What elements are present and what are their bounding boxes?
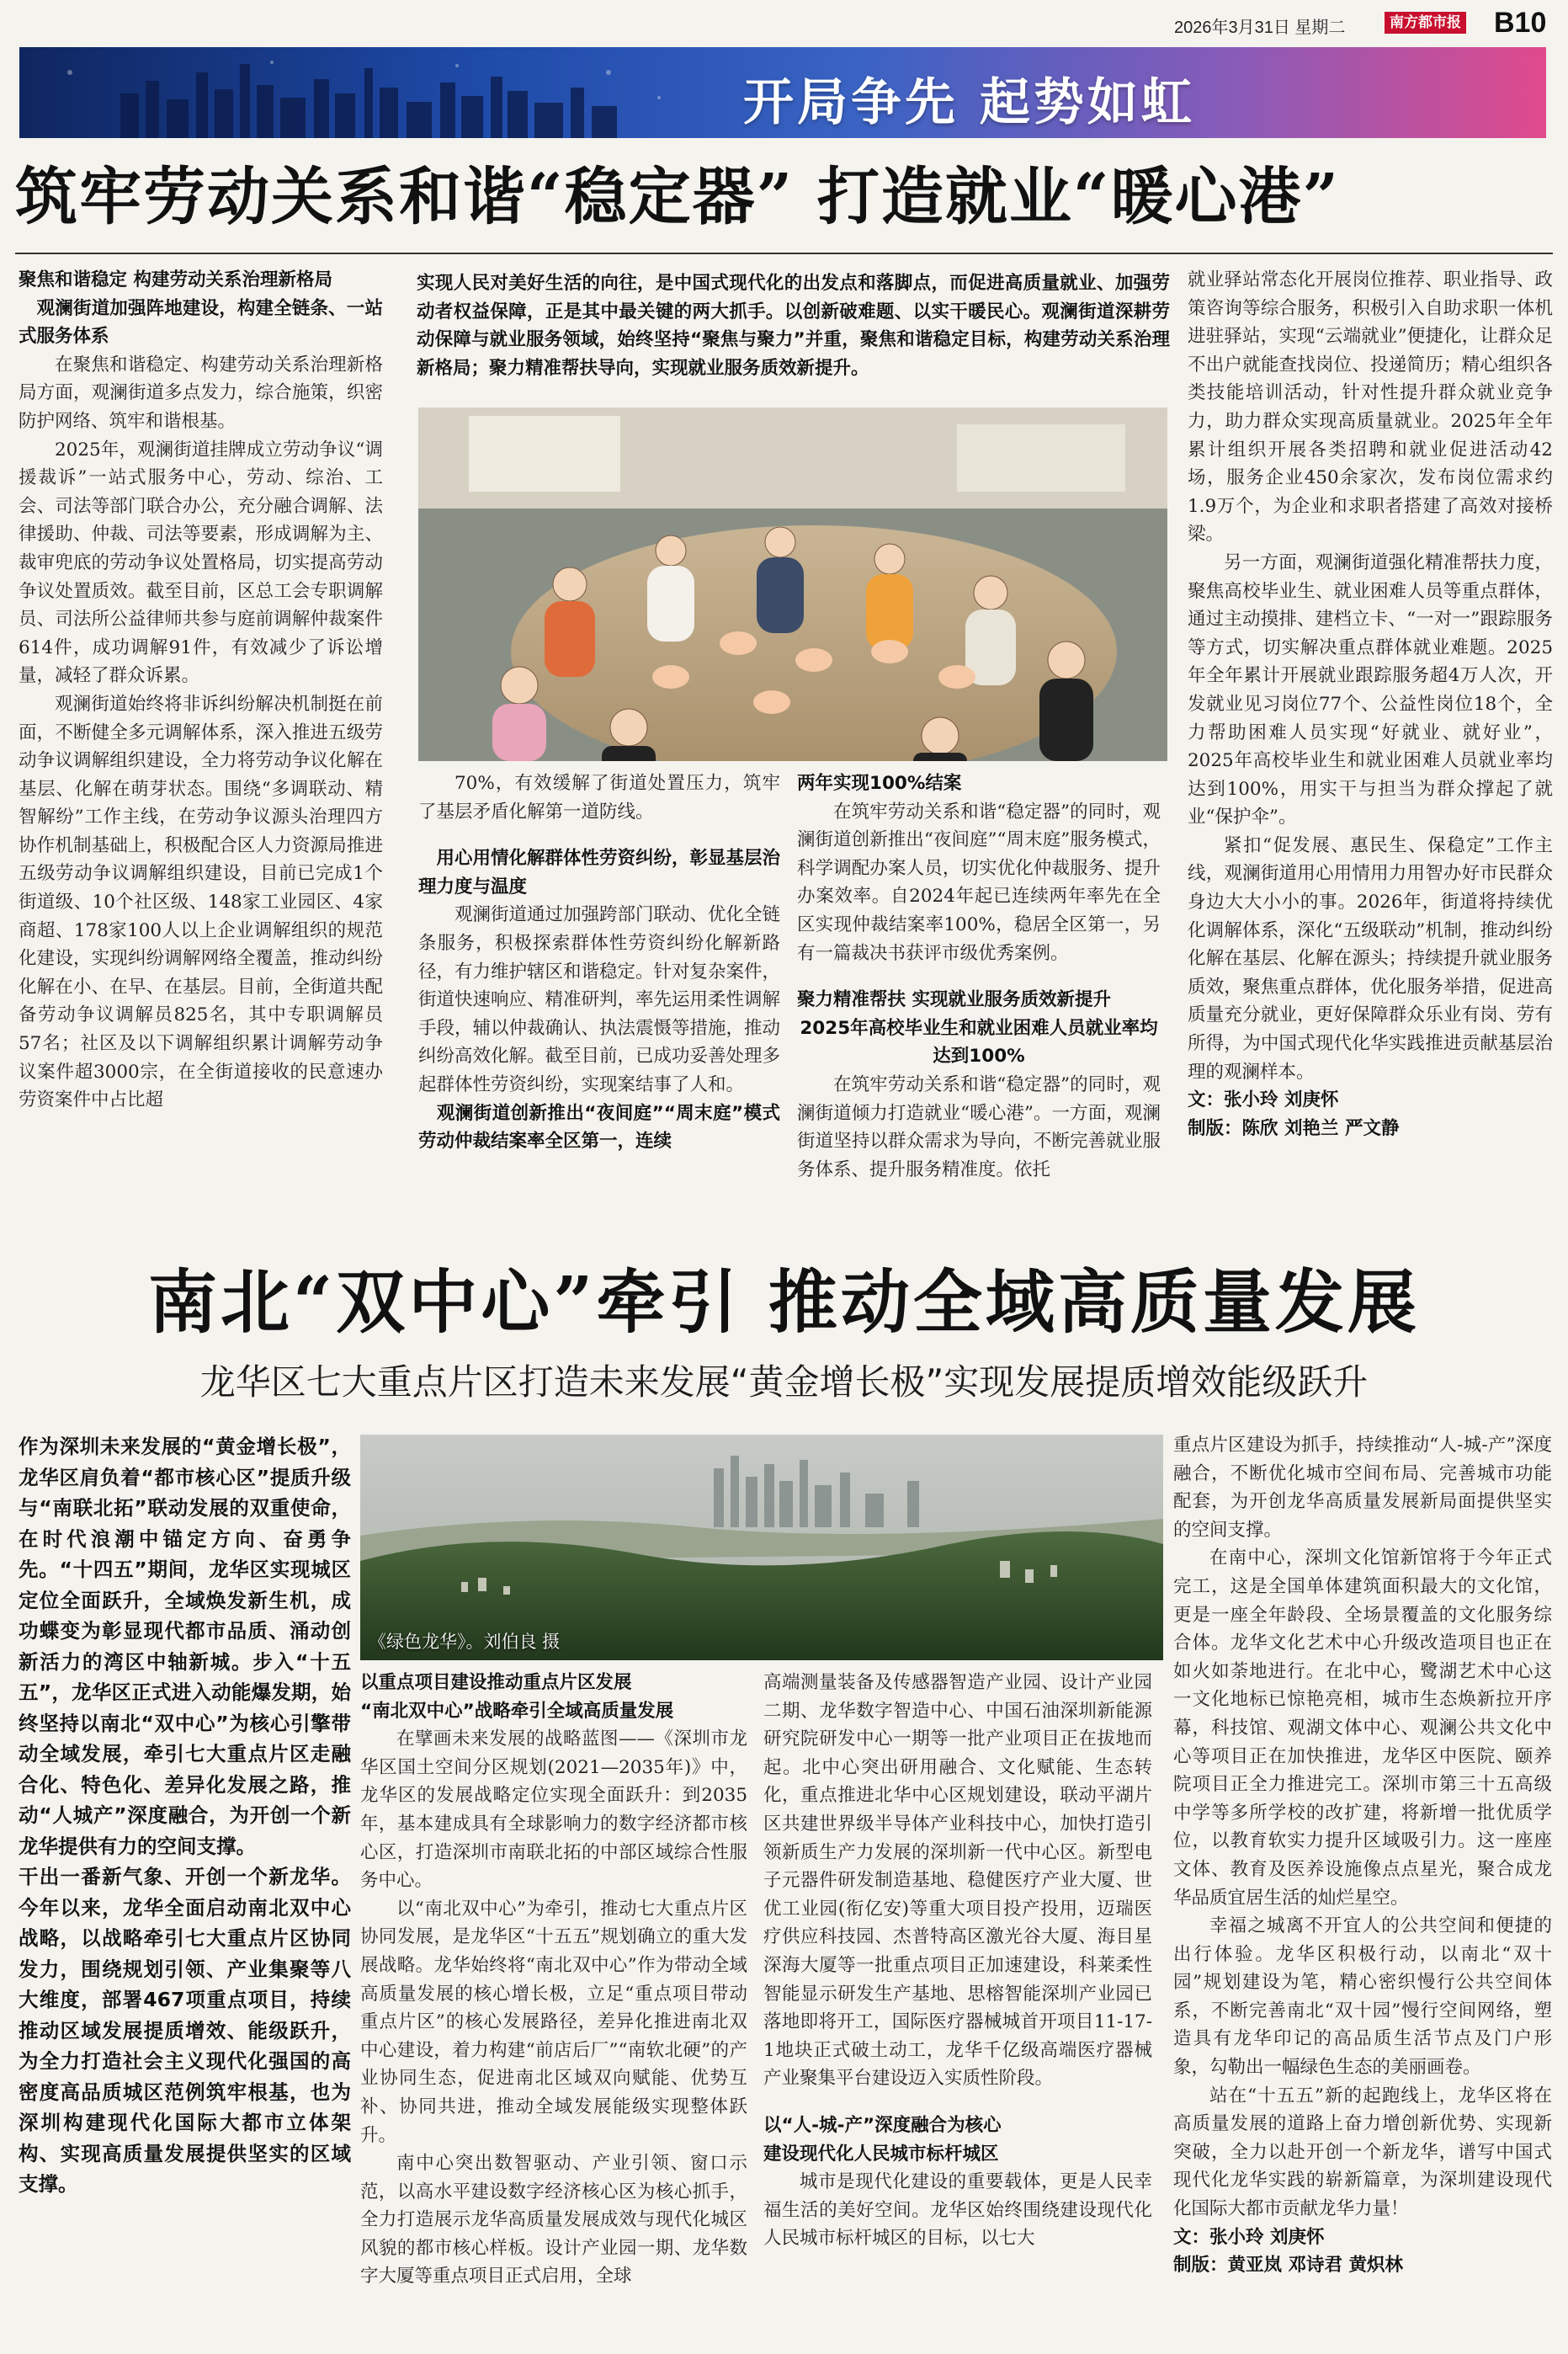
page-number: B10	[1494, 7, 1547, 39]
section-subheading: 以“人-城-产”深度融合为核心	[763, 2114, 1002, 2136]
section-subheading: 聚力精准帮扶 实现就业服务质效新提升	[797, 989, 1111, 1011]
body-paragraph: 在筑牢劳动关系和谐“稳定器”的同时，观澜街道倾力打造就业“暖心港”。一方面，观澜街道坚持以群众需求为导向，不断完善就业服务体系、提升服务精准度。依托	[797, 1073, 1161, 1180]
byline: 文：张小玲 刘庚怀	[1188, 1089, 1339, 1111]
byline: 文：张小玲 刘庚怀	[1173, 2226, 1325, 2248]
section-subheading: 聚焦和谐稳定 构建劳动关系治理新格局	[19, 269, 332, 290]
article1-column-4	[1188, 266, 1553, 1209]
body-paragraph: 在擘画未来发展的战略蓝图——《深圳市龙华区国土空间分区规划(2021—2035年)》中，龙华区的发展战略定位实现全面跃升：到2035年，基本建成具有全球影响力的数字经济都市核心区，打造深圳市南联北拓的中部区域综合性服务中心。	[360, 1728, 747, 1892]
section-subheading: 2025年高校毕业生和就业困难人员就业率均达到100%	[800, 1017, 1158, 1068]
body-paragraph: 观澜街道始终将非诉纠纷解决机制挺在前面，不断健全多元调解体系，深入推进五级劳动争议调解组织建设，全力将劳动争议化解在基层、化解在萌芽状态。围绕“多调联动、精智解纷”工作主线，在劳动争议源头治理四方协作机制基础上，积极配合区人力资源局推进五级劳动争议调解组织建设，目前已完成1个街道级、10个社区级、148家工业园区、4家商超、178家100人以上企业调解组织的规范化建设，实现纠纷调解网络全覆盖，推动纠纷化解在小、在早、在基层。目前，全街道共配备劳动争议调解员825名，其中专职调解员57名；社区及以下调解组织累计调解劳动争议案件超3000宗，在全街道接收的民意速办劳资案件中占比超	[19, 693, 383, 1111]
section-subheading: 观澜街道创新推出“夜间庭”“周末庭”模式劳动仲裁结案率全区第一，连续	[418, 1102, 780, 1153]
article2-column-2	[360, 1669, 747, 2309]
spacer	[418, 826, 780, 844]
body-paragraph: 幸福之城离不开宜人的公共空间和便捷的出行体验。龙华区积极行动，以南北“双十园”规划建设为笔，精心密织慢行公共空间体系，不断完善南北“双十园”慢行空间网络，塑造具有龙华印记的高品质生活节点及门户形象，勾勒出一幅绿色生态的美丽画卷。	[1173, 1915, 1552, 2079]
byline: 制版：黄亚岚 邓诗君 黄炽林	[1173, 2255, 1403, 2277]
section-subheading: 建设现代化人民城市标杆城区	[763, 2143, 999, 2165]
paper-logo: 南方都市报	[1385, 12, 1466, 34]
headline-rule	[15, 253, 1553, 254]
article2-column-4	[1173, 1431, 1552, 2324]
body-paragraph: 70%，有效缓解了街道处置压力，筑牢了基层矛盾化解第一道防线。	[418, 773, 780, 823]
body-paragraph: 紧扣“促发展、惠民生、保稳定”工作主线，观澜街道用心用情用力用智办好市民群众身边大大小小的事。2026年，街道将持续优化调解体系，深化“五级联动”机制，推动纠纷化解在基层、化解在源头；持续提升就业服务质效，聚焦重点群体，优化服务举措，促进高质量充分就业，更好保障群众乐业有岗、劳有所得，为中国式现代化华实践推进贡献基层治理的观澜样本。	[1188, 834, 1553, 1083]
article1-column-2	[418, 770, 780, 1209]
body-paragraph: 在筑牢劳动关系和谐“稳定器”的同时，观澜街道创新推出“夜间庭”“周末庭”服务模式，科学调配办案人员，切实优化仲裁服务、提升办案效率。自2024年起已连续两年率先在全区实现仲裁结案率100%，稳居全区第一，另有一篇裁决书获评市级优秀案例。	[797, 801, 1161, 964]
body-paragraph: 重点片区建设为抓手，持续推动“人-城-产”深度融合，不断优化城市空间布局、完善城市功能配套，为开创龙华高质量发展新局面提供坚实的空间支撑。	[1173, 1435, 1552, 1541]
lead-paragraph: 干出一番新气象、开创一个新龙华。今年以来，龙华全面启动南北双中心战略，以战略牵引七大重点片区协同发力，围绕规划引领、产业集聚等八大维度，部署467项重点项目，持续推动区域发展提质增效、能级跃升，为全力打造社会主义现代化强国的高密度高品质城区范例筑牢根基，也为深圳构建现代化国际大都市立体架构、实现高质量发展提供坚实的区域支撑。	[19, 1865, 351, 2196]
body-paragraph: 就业驿站常态化开展岗位推荐、职业指导、政策咨询等综合服务，积极引入自助求职一体机进驻驿站，实现“云端就业”便捷化，让群众足不出户就能查找岗位、投递简历；精心组织各类技能培训活动，针对性提升群众就业竞争力，助力群众实现高质量就业。2025年全年累计组织开展各类招聘和就业促进活动42场，服务企业450余家次，发布岗位需求约1.9万个，为企业和求职者搭建了高效对接桥梁。	[1188, 269, 1553, 546]
issue-date: 2026年3月31日 星期二	[1174, 19, 1346, 37]
body-paragraph: 站在“十五五”新的起跑线上，龙华区将在高质量发展的道路上奋力增创新优势、实现新突破，全力以赴开创一个新龙华，谱写中国式现代化龙华实践的崭新篇章，为深圳建设现代化国际大都市贡献龙华力量！	[1173, 2085, 1552, 2220]
article2-lead-column	[19, 1431, 351, 2273]
article1-lede: 实现人民对美好生活的向往，是中国式现代化的出发点和落脚点，而促进高质量就业、加强劳动者权益保障，正是其中最关键的两大抓手。以创新破难题、以实干暖民心。观澜街道深耕劳动保障与就业服务领域，始终坚持“聚焦与聚力”并重，聚焦和谐稳定目标，构建劳动关系治理新格局；聚力精准帮扶导向，实现就业服务质效新提升。	[417, 273, 1170, 379]
spacer	[763, 2093, 1152, 2112]
section-subheading: 以重点项目建设推动重点片区发展	[360, 1672, 632, 1693]
section-subheading: 两年实现100%结案	[797, 773, 962, 794]
body-paragraph: 城市是现代化建设的重要载体，更是人民幸福生活的美好空间。龙华区始终围绕建设现代化人民城市标杆城区的目标，以七大	[763, 2171, 1152, 2250]
body-paragraph: 观澜街道通过加强跨部门联动、优化全链条服务，积极探索群体性劳资纠纷化解新路径，有力维护辖区和谐稳定。针对复杂案件，街道快速响应、精准研判，率先运用柔性调解手段，辅以仲裁确认、执法震慑等措施，推动纠纷高效化解。截至目前，已成功妥善处理多起群体性劳资纠纷，实现案结事了人和。	[418, 904, 780, 1095]
article1-column-1	[19, 266, 383, 1209]
banner	[19, 47, 1546, 138]
spacer	[797, 967, 1161, 986]
article1-headline: 筑牢劳动关系和谐“稳定器” 打造就业“暖心港”	[15, 161, 1341, 233]
byline: 制版：陈欣 刘艳兰 严文静	[1188, 1117, 1400, 1139]
section-subheading: 观澜街道加强阵地建设，构建全链条、一站式服务体系	[19, 297, 383, 348]
article2-photo	[360, 1435, 1163, 1660]
article2-column-3	[763, 1669, 1152, 2309]
article1-column-3	[797, 770, 1161, 1209]
banner-slogan: 开局争先 起势如虹	[743, 73, 1195, 132]
body-paragraph: 南中心突出数智驱动、产业引领、窗口示范，以高水平建设数字经济核心区为核心抓手，全力打造展示龙华高质量发展成效与现代化城区风貌的都市核心样板。设计产业园一期、龙华数字大厦等重点项目正式启用，全球	[360, 2153, 747, 2287]
lead-paragraph: 作为深圳未来发展的“黄金增长极”，龙华区肩负着“都市核心区”提质升级与“南联北拓”联动发展的双重使命，在时代浪潮中锚定方向、奋勇争先。“十四五”期间，龙华区实现城区定位全面跃升，全域焕发新生机，成功蝶变为彰显现代都市品质、涌动创新活力的湾区中轴新城。步入“十五五”，龙华区正式进入动能爆发期，始终坚持以南北“双中心”为核心引擎带动全域发展，牵引七大重点片区走融合化、特色化、差异化发展之路，推动“人城产”深度融合，为开创一个新龙华提供有力的空间支撑。	[19, 1435, 351, 1858]
photo-caption: 《绿色龙华》。刘伯良 摄	[369, 1632, 561, 1652]
body-paragraph: 2025年，观澜街道挂牌成立劳动争议“调援裁诉”一站式服务中心，劳动、综治、工会、司法等部门联合办公，充分融合调解、法律援助、仲裁、司法等要素，形成调解为主、裁审兜底的劳动争议处置格局，切实提高劳动争议处置质效。截至目前，区总工会专职调解员、司法所公益律师共参与庭前调解仲裁案件614件，成功调解91件，有效减少了诉讼增量，减轻了群众诉累。	[19, 439, 383, 687]
article1-photo	[418, 407, 1167, 761]
body-paragraph: 以“南北双中心”为牵引，推动七大重点片区协同发展，是龙华区“十五五”规划确立的重大发展战略。龙华始终将“南北双中心”作为带动全域高质量发展的核心增长极，立足“重点项目带动重点片区”的核心发展路径，差异化推进南北双中心建设，着力构建“前店后厂”“南软北硬”的产业协同生态，促进南北区域双向赋能、优势互补、协同共进，推动全域发展能级实现整体跃升。	[360, 1898, 747, 2146]
body-paragraph: 另一方面，观澜街道强化精准帮扶力度，聚焦高校毕业生、就业困难人员等重点群体，通过主动摸排、建档立卡、“一对一”跟踪服务等方式，切实解决重点群体就业难题。2025年全年累计开展就业跟踪服务超4万人次，开发就业见习岗位77个、公益性岗位18个，全力帮助困难人员实现“好就业、就好业”，2025年高校毕业生和就业困难人员就业率均达到100%，用实干与担当为群众撑起了就业“保护伞”。	[1188, 551, 1553, 828]
article2-subheadline: 龙华区七大重点片区打造未来发展“黄金增长极”实现发展提质增效能级跃升	[199, 1361, 1369, 1403]
page-header	[0, 0, 1568, 47]
body-paragraph: 在聚焦和谐稳定、构建劳动关系治理新格局方面，观澜街道多点发力，综合施策，织密防护网络、筑牢和谐根基。	[19, 354, 383, 432]
article2-headline: 南北“双中心”牵引 推动全域高质量发展	[148, 1262, 1420, 1343]
section-subheading: 用心用情化解群体性劳资纠纷，彰显基层治理力度与温度	[418, 848, 780, 897]
section-subheading: “南北双中心”战略牵引全域高质量发展	[360, 1700, 674, 1722]
body-paragraph: 在南中心，深圳文化馆新馆将于今年正式完工，这是全国单体建筑面积最大的文化馆，更是一座全年龄段、全场景覆盖的文化服务综合体。龙华文化艺术中心升级改造项目也正在如火如荼地进行。在北中心，鹭湖艺术中心这一文化地标已惊艳亮相，城市生态焕新拉开序幕，科技馆、观湖文体中心、观澜公共文化中心等项目正在加快推进，龙华区中医院、颐养院项目正全力推进完工。深圳市第三十五高级中学等多所学校的改扩建，将新增一批优质学位，以教育软实力提升区域吸引力。这一座座文体、教育及医养设施像点点星光，聚合成龙华品质宜居生活的灿烂星空。	[1173, 1547, 1552, 1909]
body-paragraph: 高端测量装备及传感器智造产业园、设计产业园二期、龙华数字智造中心、中国石油深圳新能源研究院研发中心一期等一批产业项目正在拔地而起。北中心突出研用融合、文化赋能、生态转化，重点推进北华中心区规划建设，联动平湖片区共建世界级半导体产业科技中心，加快打造引领新质生产力发展的深圳新一代中心区。新型电子元器件研发制造基地、稳健医疗产业大厦、世优工业园(衔亿安)等重大项目投产投用，迈瑞医疗供应科技园、杰普特高区激光谷大厦、海目星深海大厦等一批重点项目正加速建设，科莱柔性智能显示研发生产基地、思榕智能深圳产业园已落地即将开工，国际医疗器械城首开项目11-17-1地块正式破土动工，龙华千亿级高端医疗器械产业聚集平台建设迈入实质性阶段。	[763, 1672, 1152, 2090]
